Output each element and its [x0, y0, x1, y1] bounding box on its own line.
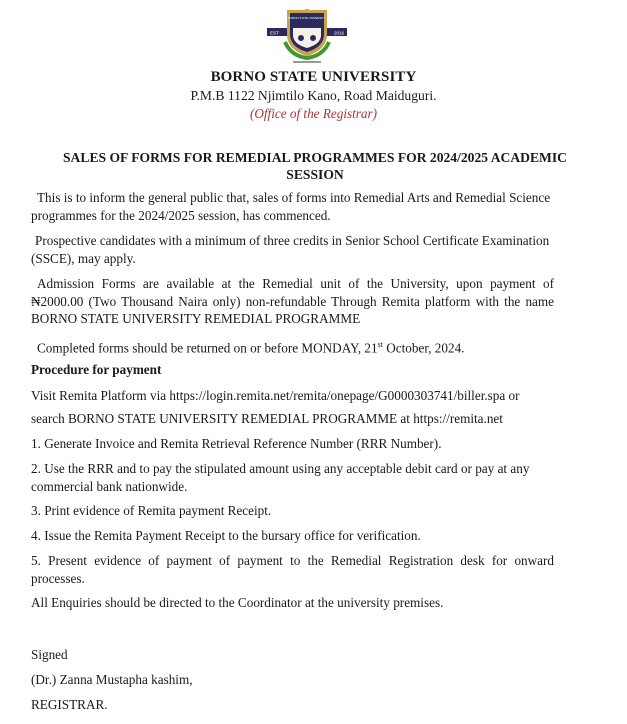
office-subtitle: (Office of the Registrar): [249, 106, 378, 121]
enquiries-note: All Enquiries should be directed to the Coordinator at the university premises.: [31, 595, 444, 610]
university-name: BORNO STATE UNIVERSITY: [210, 69, 417, 85]
logo-banner-right: 2016: [334, 30, 345, 36]
deadline-paragraph: [31, 336, 554, 357]
signed-label: Signed: [31, 647, 68, 662]
eligibility-paragraph: Prospective candidates with a minimum of three credits in Senior School Certificate Examination (SSCE), may apply.: [31, 233, 550, 266]
procedure-step-1: 1. Generate Invoice and Remita Retrieval Reference Number (RRR Number).: [31, 436, 442, 451]
procedure-search: search BORNO STATE UNIVERSITY REMEDIAL PROGRAMME at https://remita.net: [31, 411, 503, 426]
logo-banner-left: EST: [270, 30, 279, 36]
logo-emblem: [310, 35, 316, 41]
intro-paragraph: This is to inform the general public that, sales of forms into Remedial Arts and Remedial Science programmes for the 2024/2025 session, has commenced.: [31, 190, 551, 223]
forms-paragraph: Admission Forms are available at the Remedial unit of the University, upon payment of ₦2000.00 (Two Thousand Naira only) non-refundable Through Remita platform with the name BORNO STATE UNIVERSITY REMEDIAL PROGRAMME: [31, 276, 554, 326]
procedure-visit: Visit Remita Platform via https://login.remita.net/remita/onepage/G0000303741/biller.spa or: [31, 388, 520, 403]
logo-motto: [293, 61, 321, 63]
deadline-text: Completed forms should be returned on or before MONDAY, 21: [37, 340, 378, 356]
procedure-step-5: 5. Present evidence of payment of payment to the Remedial Registration desk for onward processes.: [31, 553, 554, 586]
university-logo: [257, 4, 357, 66]
notice-title-line2: SESSION: [286, 167, 344, 182]
procedure-step-4: 4. Issue the Remita Payment Receipt to the bursary office for verification.: [31, 528, 421, 543]
signatory-title: REGISTRAR.: [31, 697, 108, 712]
logo-emblem: [298, 35, 304, 41]
procedure-step-2: 2. Use the RRR and to pay the stipulated amount using any acceptable debit card or pay at any commercial bank nationwide.: [31, 461, 530, 494]
signatory-name: (Dr.) Zanna Mustapha kashim,: [31, 672, 193, 687]
deadline-date: October, 2024.: [382, 340, 465, 356]
university-address: P.M.B 1122 Njimtilo Kano, Road Maiduguri.: [190, 88, 437, 103]
procedure-heading: Procedure for payment: [31, 362, 162, 377]
notice-title: [30, 149, 600, 183]
procedure-step-3: 3. Print evidence of Remita payment Receipt.: [31, 503, 272, 518]
logo-text: BORNO STATE UNIVERSITY: [288, 16, 326, 20]
notice-title-line1: SALES OF FORMS FOR REMEDIAL PROGRAMMES FOR 2024/2025 ACADEMIC: [63, 150, 567, 165]
deadline-ordinal: st: [377, 340, 383, 349]
